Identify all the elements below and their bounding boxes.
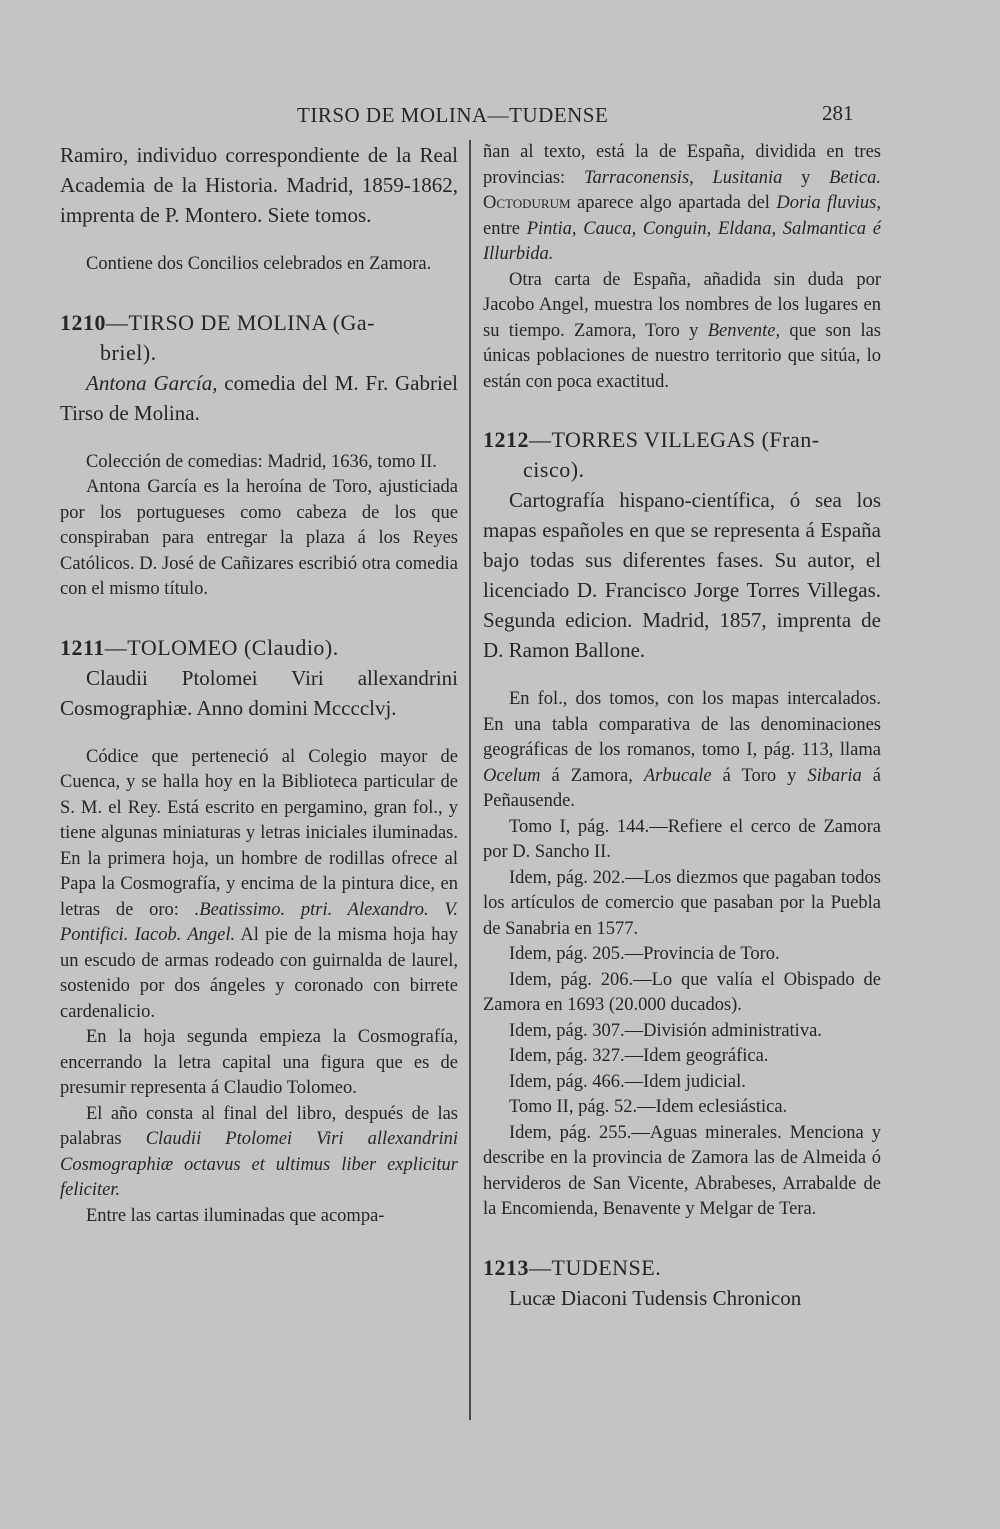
note-text: El año consta al final del libro, después de las palabras bbox=[60, 1103, 458, 1149]
entry-number: 1213 bbox=[483, 1254, 529, 1280]
entry-1212-note: Idem, pág. 205.—Provincia de Toro. bbox=[509, 944, 780, 964]
entry-1210-title bbox=[60, 368, 458, 428]
note-text: que son las únicas poblaciones de nuestro territorio que sitúa, lo están con poca exactitud. bbox=[483, 320, 881, 392]
entry-number: 1210 bbox=[60, 309, 106, 335]
entry-1212-note bbox=[483, 687, 881, 815]
note-italic: Tarraconensis, Lusitania bbox=[583, 167, 783, 188]
entry-author-cont: briel). bbox=[100, 339, 157, 365]
entry-1212-note: Idem, pág. 466.—Idem judicial. bbox=[509, 1071, 746, 1092]
entry-1211-note bbox=[60, 745, 458, 1026]
entry-1211-note: Entre las cartas iluminadas que acompa- bbox=[86, 1205, 385, 1226]
entry-1213-title: Lucæ Diaconi Tudensis Chronicon bbox=[509, 1285, 802, 1310]
entry-1211-title: Claudii Ptolomei Viri allexandrini Cosmographiæ. Anno domini Mcccclvj. bbox=[60, 665, 458, 720]
entry-1212-note: Idem, pág. 255.—Aguas minerales. Menciona y describe en la provincia de Zamora las de Almeida ó hervideros de San Vicente, Abrabeses, Arrabalde de la Encomienda, Benavente y Melgar de Tera. bbox=[483, 1122, 881, 1219]
note-italic: Sibaria bbox=[807, 765, 862, 786]
note-italic: .Beatissimo. ptri. Alexandro. V. Pontifici. Iacob. Angel. bbox=[60, 899, 458, 945]
note-italic: Betica. bbox=[829, 167, 882, 188]
note-italic: Doria fluvius, bbox=[776, 193, 881, 213]
entry-1212-heading bbox=[483, 425, 881, 485]
entry-1211-note bbox=[60, 1102, 458, 1204]
entry-1212-note: Idem, pág. 327.—Idem geográfica. bbox=[509, 1046, 769, 1066]
entry-number: 1212 bbox=[483, 427, 529, 452]
title-description: comedia del M. Fr. Gabriel Tirso de Molina. bbox=[60, 370, 458, 425]
note-paragraph bbox=[483, 268, 881, 396]
note-text: á Toro y bbox=[711, 765, 808, 786]
entry-author-cont: cisco). bbox=[523, 457, 585, 482]
note-text: entre bbox=[483, 218, 527, 239]
note-italic: Claudii Ptolomei Viri allexandrini Cosmographiæ octavus et ultimus liber explicitur feliciter. bbox=[60, 1129, 459, 1200]
entry-author: —TUDENSE. bbox=[529, 1254, 662, 1280]
note-text: á Peñausende. bbox=[483, 765, 881, 811]
note-text: y bbox=[782, 167, 830, 188]
entry-number: 1211 bbox=[60, 634, 105, 660]
note-text: ñan al texto, está la de España, dividida en tres provincias: bbox=[483, 142, 881, 188]
right-column bbox=[483, 140, 881, 1313]
column-divider bbox=[469, 140, 471, 1420]
entry-1211-note: En la hoja segunda empieza la Cosmografía, encerrando la letra capital una figura que es de presumir representa á Claudio Tolomeo. bbox=[60, 1027, 458, 1098]
note-paragraph: Contiene dos Concilios celebrados en Zamora. bbox=[86, 254, 432, 274]
work-title: Antona García, bbox=[86, 370, 218, 395]
entry-1212-note: Tomo II, pág. 52.—Idem eclesiástica. bbox=[509, 1097, 788, 1117]
entry-1212-note: Idem, pág. 202.—Los diezmos que pagaban todos los artículos de comercio que pasaban por la Puebla de Sanabria en 1577. bbox=[483, 867, 881, 939]
entry-1212-note: Idem, pág. 307.—División administrativa. bbox=[509, 1020, 822, 1041]
entry-1210-note: Antona García es la heroína de Toro, ajusticiada por los portugueses como cabeza de los que conspiraban para entregar la plaza á los Reyes Católicos. D. José de Cañizares escribió otra comedia con el mismo título. bbox=[60, 477, 458, 599]
note-italic: Pintia, Cauca, Conguin, Eldana, Salmantica é Illurbida. bbox=[483, 218, 881, 264]
entry-1212-title: Cartografía hispano-científica, ó sea los mapas españoles en que se representa á España bajo todas sus diferentes fases. Su autor, el licenciado D. Francisco Jorge Torres Villegas. Segunda edicion. Madrid, 1857, imprenta de D. Ramon Ballone. bbox=[483, 488, 881, 662]
note-text: Códice que perteneció al Colegio mayor de Cuenca, y se halla hoy en la Biblioteca particular de S. M. el Rey. Está escrito en pergamino, gran fol., y tiene algunas miniaturas y letras iniciales iluminadas. En la primera hoja, un hombre de rodillas ofrece al Papa la Cosmografía, y encima de la pintura dice, en letras de oro: bbox=[60, 746, 458, 920]
entry-author: —TORRES VILLEGAS (Fran- bbox=[529, 427, 820, 452]
running-title: TIRSO DE MOLINA—TUDENSE bbox=[297, 103, 609, 127]
note-smallcaps: Octodurum bbox=[483, 193, 571, 213]
entry-1211-heading bbox=[60, 633, 458, 663]
entry-1213-heading bbox=[483, 1253, 881, 1283]
entry-1210-heading bbox=[60, 308, 458, 368]
note-text: Otra carta de España, añadida sin duda por Jacobo Angel, muestra los nombres de los lugares en su tiempo. Zamora, Toro y bbox=[483, 269, 881, 341]
note-text: Al pie de la misma hoja hay un escudo de armas rodeado con guirnalda de laurel, sostenido por dos ángeles y coronado con birrete cardenalicio. bbox=[60, 925, 458, 1022]
entry-author: —TIRSO DE MOLINA (Ga- bbox=[106, 309, 375, 335]
note-italic: Arbucale bbox=[643, 765, 712, 786]
continuation-paragraph bbox=[483, 140, 881, 268]
continuation-paragraph: Ramiro, individuo correspondiente de la Real Academia de la Historia. Madrid, 1859-1862, imprenta de P. Montero. Siete tomos. bbox=[60, 143, 458, 227]
entry-author: —TOLOMEO (Claudio). bbox=[104, 634, 339, 660]
note-italic: Ocelum bbox=[483, 765, 541, 786]
page-number: 281 bbox=[822, 101, 854, 125]
note-text: á Zamora, bbox=[540, 765, 644, 786]
note-text: En fol., dos tomos, con los mapas intercalados. En una tabla comparativa de las denominaciones geográficas de los romanos, tomo I, pág. 113, llama bbox=[483, 689, 881, 760]
note-italic: Benvente, bbox=[707, 320, 781, 341]
left-column bbox=[60, 140, 458, 1229]
entry-1212-note: Idem, pág. 206.—Lo que valía el Obispado de Zamora en 1693 (20.000 ducados). bbox=[483, 969, 881, 1015]
entry-1212-note: Tomo I, pág. 144.—Refiere el cerco de Zamora por D. Sancho II. bbox=[483, 816, 881, 862]
note-text: aparece algo apartada del bbox=[570, 193, 777, 213]
entry-1210-note: Colección de comedias: Madrid, 1636, tomo II. bbox=[86, 451, 437, 472]
